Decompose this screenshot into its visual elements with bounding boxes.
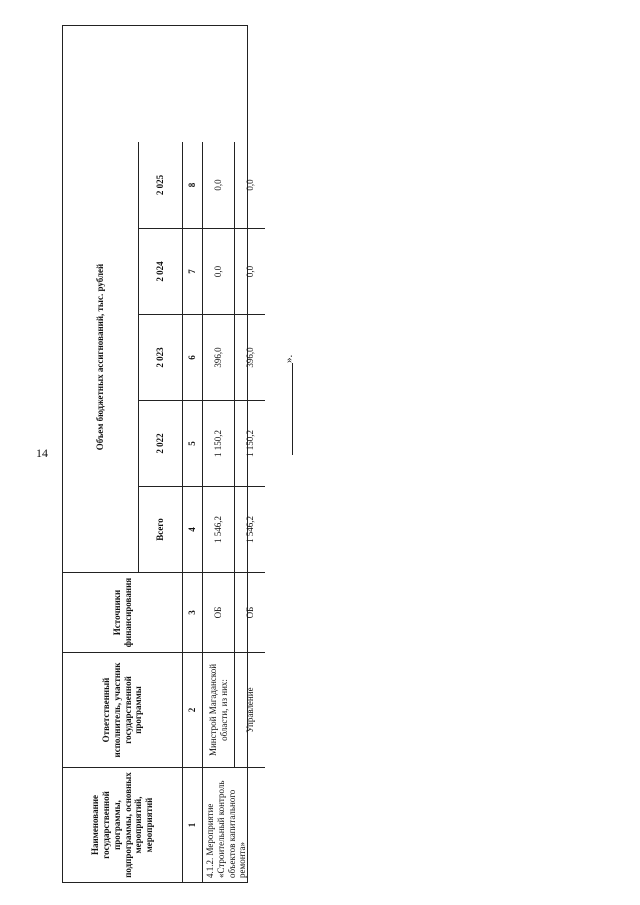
row-2024: 0,0	[203, 228, 235, 314]
header-2022: 2 022	[139, 400, 183, 486]
header-total: Всего	[139, 486, 183, 572]
page-number: 14	[36, 446, 48, 460]
column-number: 5	[183, 400, 203, 486]
footer-rule	[292, 363, 293, 455]
row-2022: 1 150,2	[203, 400, 235, 486]
row-2025: 0,0	[203, 142, 235, 228]
row-2022: 1 150,2	[235, 400, 265, 486]
row-2023: 396,0	[203, 314, 235, 400]
row-total: 1 546,2	[203, 486, 235, 572]
row-2023: 396,0	[235, 314, 265, 400]
measure-name: 4.1.2. Мероприятие «Строительный контроль объектов капитального ремонта»	[203, 767, 265, 882]
header-source: Источники финансирования	[63, 572, 183, 652]
row-executor: Минстрой Магаданской области, из них:	[203, 652, 235, 767]
row-2025: 0,0	[244, 179, 255, 191]
row-2024: 0,0	[235, 228, 265, 314]
column-number: 7	[183, 228, 203, 314]
row-executor: Управление	[235, 652, 265, 767]
header-name: Наименование государственной программы, подпрограммы, основных мероприятий, мероприятий	[63, 767, 183, 882]
header-executor: Ответственный исполнитель, участник государственной программы	[63, 652, 183, 767]
header-budget-group: Объем бюджетных ассигнований, тыс. рублей	[63, 142, 139, 572]
header-2023: 2 023	[139, 314, 183, 400]
row-source: ОБ	[235, 572, 265, 652]
row-total: 1 546,2	[235, 486, 265, 572]
column-number: 3	[183, 572, 203, 652]
column-number: 6	[183, 314, 203, 400]
row-source: ОБ	[203, 572, 235, 652]
column-number: 2	[183, 652, 203, 767]
header-2025: 2 025	[139, 142, 183, 228]
footer-closing-mark: ».	[283, 354, 295, 363]
column-number: 8	[183, 142, 203, 228]
column-number: 4	[183, 486, 203, 572]
budget-table	[62, 25, 255, 883]
column-number: 1	[183, 767, 203, 882]
header-2024: 2 024	[139, 228, 183, 314]
